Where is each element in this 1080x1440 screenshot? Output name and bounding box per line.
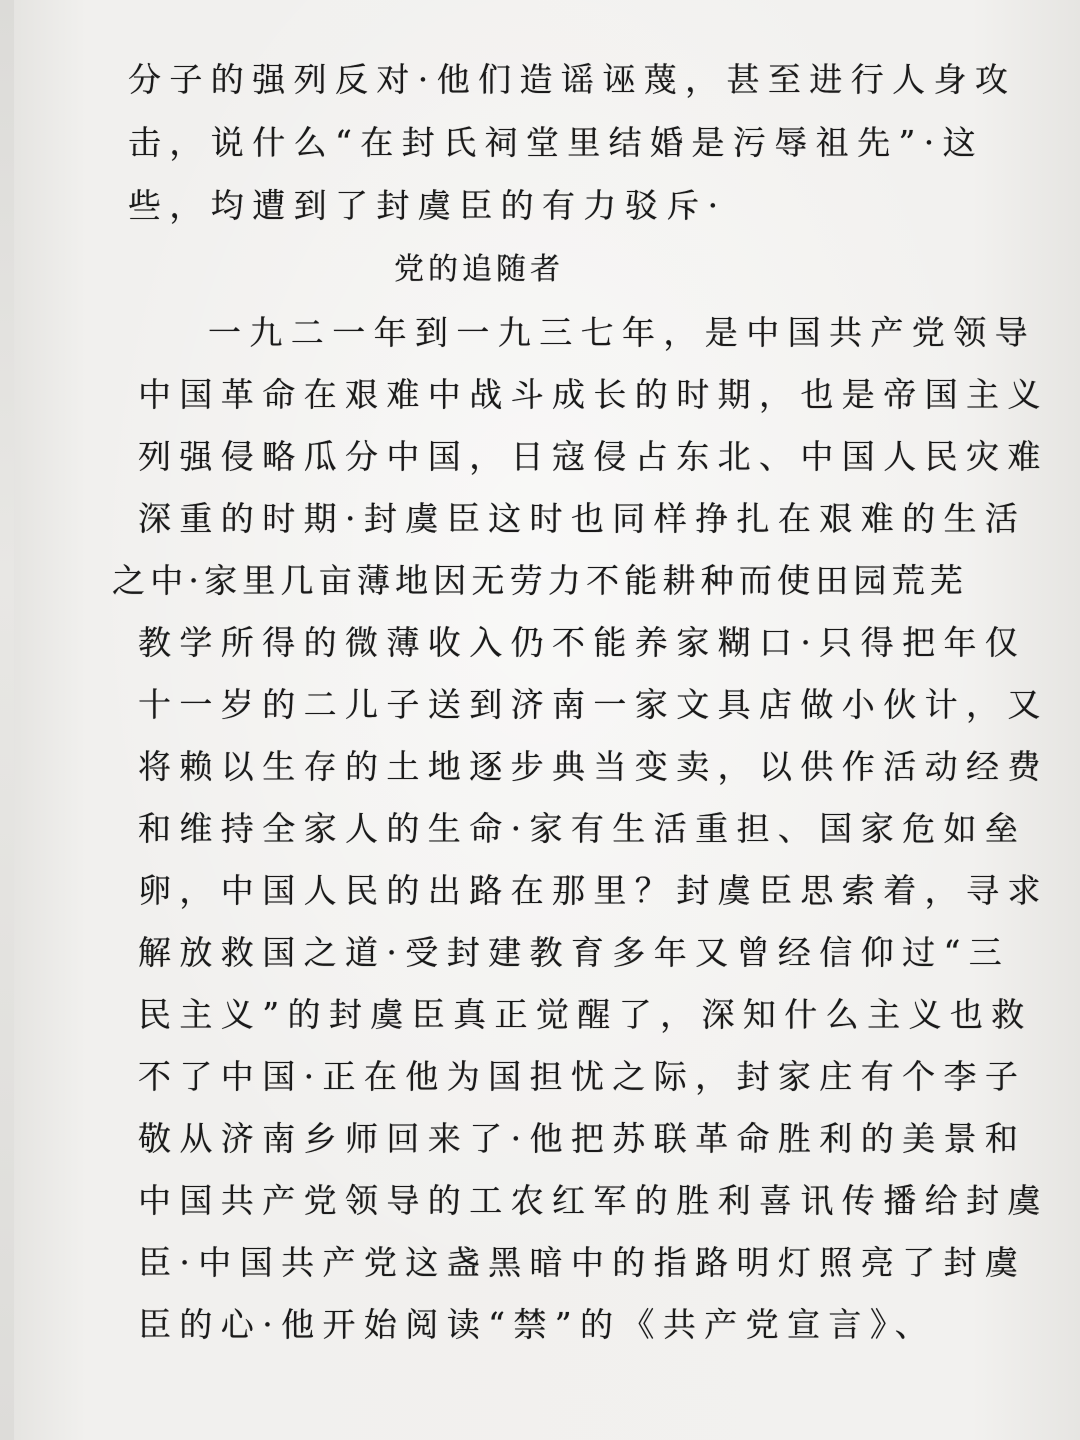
paragraph-line-top-1: 分子的强列反对·他们造谣诬蔑，甚至进行人身攻 (128, 60, 1017, 99)
paragraph-line-11: 解放救国之道·受封建教育多年又曾经信仰过“三 (138, 933, 1011, 972)
paragraph-line-13: 不了中国·正在他为国担忧之际，封家庄有个李子 (138, 1057, 1027, 1096)
paragraph-line-15: 中国共产党领导的工农红军的胜利喜讯传播给封虞 (138, 1181, 1049, 1220)
paragraph-line-8: 将赖以生存的土地逐步典当变卖，以供作活动经费 (138, 747, 1049, 786)
section-heading: 党的追随者 (394, 252, 564, 287)
paragraph-line-10: 卵，中国人民的出路在那里？封虞臣思索着，寻求 (138, 871, 1049, 910)
paragraph-line-top-3: 些，均遭到了封虞臣的有力驳斥· (128, 186, 727, 225)
paragraph-line-4: 深重的时期·封虞臣这时也同样挣扎在艰难的生活 (138, 499, 1027, 538)
paragraph-line-top-2: 击，说什么“在封氏祠堂里结婚是污辱祖先”·这 (128, 123, 985, 162)
page-binding-edge (0, 0, 14, 1440)
paragraph-line-6: 教学所得的微薄收入仍不能养家糊口·只得把年仅 (138, 623, 1027, 662)
paragraph-line-17: 臣的心·他开始阅读“禁”的《共产党宣言》、 (138, 1305, 937, 1344)
paragraph-line-12: 民主义”的封虞臣真正觉醒了，深知什么主义也救 (138, 995, 1033, 1034)
paragraph-line-1: 一九二一年到一九三七年，是中国共产党领导 (208, 313, 1036, 352)
paragraph-line-7: 十一岁的二儿子送到济南一家文具店做小伙计，又 (138, 685, 1049, 724)
paragraph-line-2: 中国革命在艰难中战斗成长的时期，也是帝国主义 (138, 375, 1049, 414)
paragraph-line-14: 敬从济南乡师回来了·他把苏联革命胜利的美景和 (138, 1119, 1027, 1158)
paragraph-line-16: 臣·中国共产党这盏黑暗中的指路明灯照亮了封虞 (138, 1243, 1027, 1282)
paragraph-line-5: 之中·家里几亩薄地因无劳力不能耕种而使田园荒芜 (112, 561, 969, 600)
paragraph-line-3: 列强侵略瓜分中国，日寇侵占东北、中国人民灾难 (138, 437, 1049, 476)
paragraph-line-9: 和维持全家人的生命·家有生活重担、国家危如垒 (138, 809, 1027, 848)
